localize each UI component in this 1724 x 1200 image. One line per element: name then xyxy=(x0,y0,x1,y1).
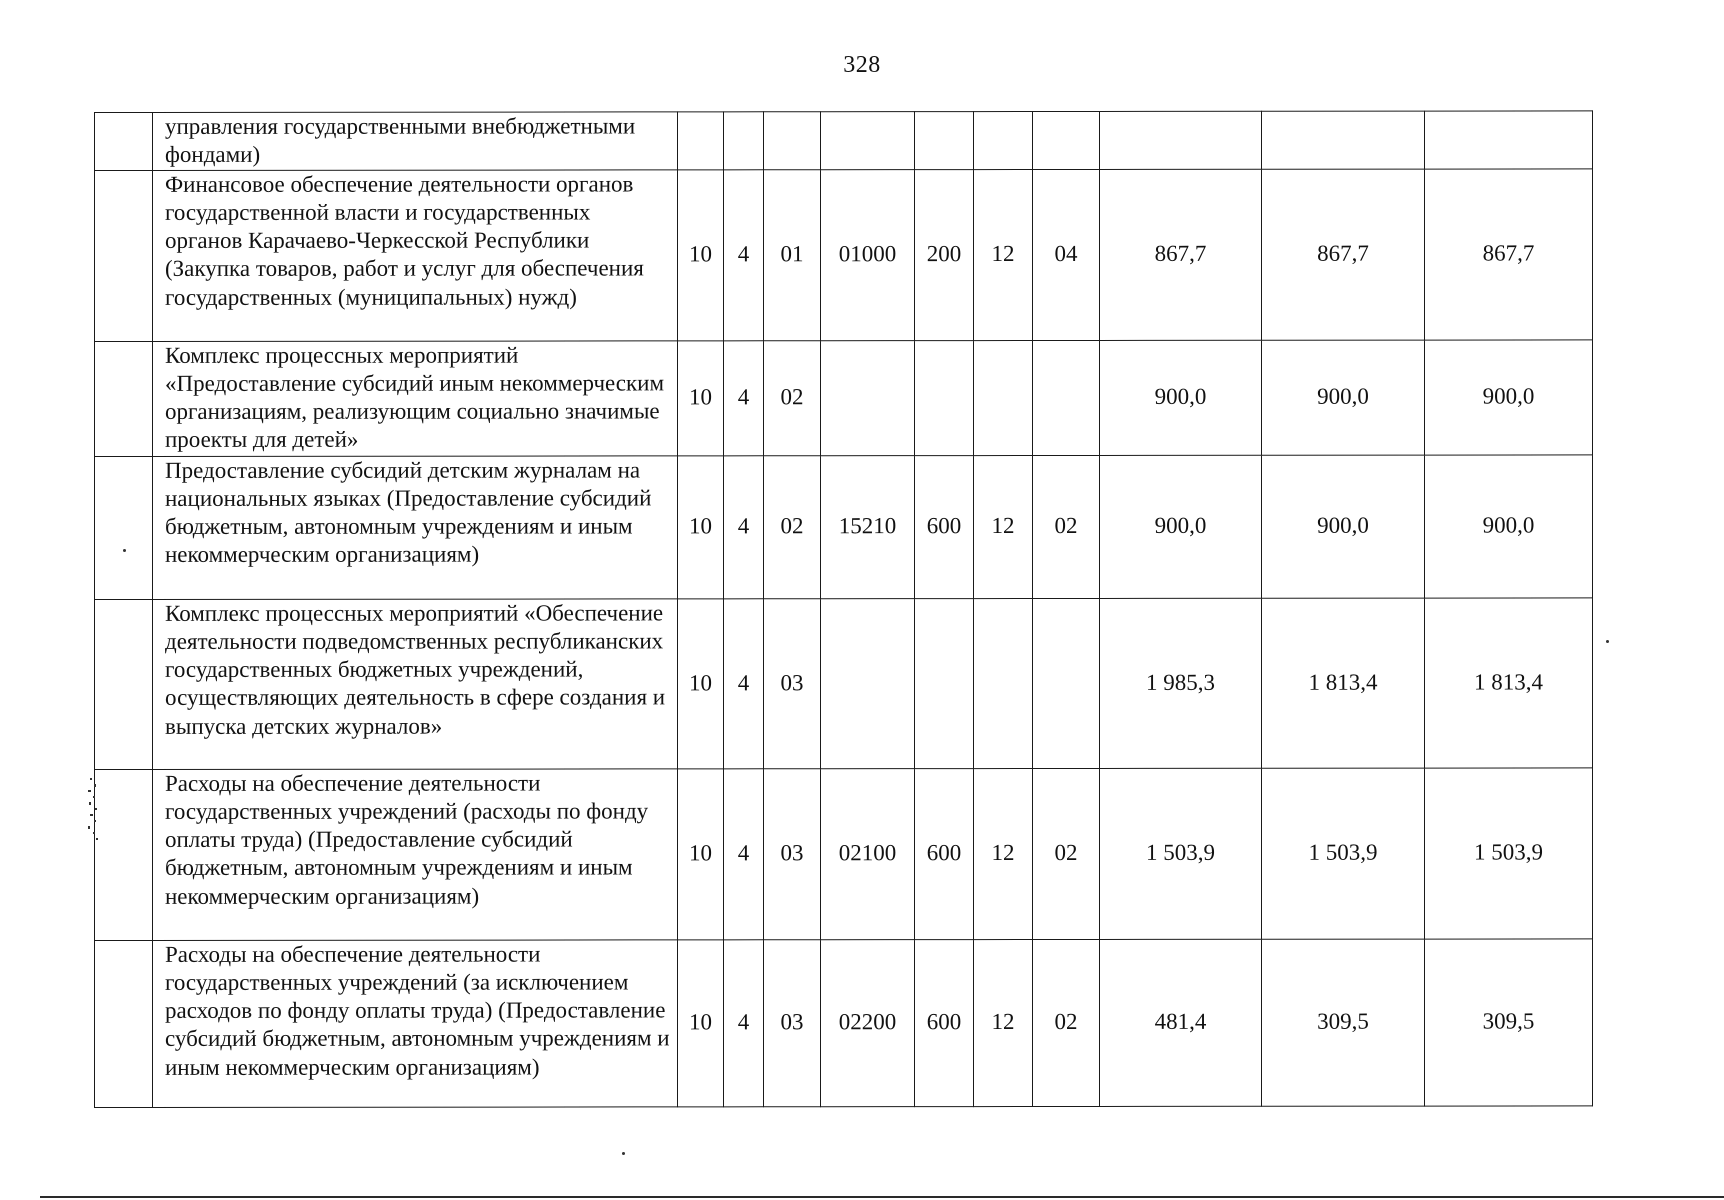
code-cell: 02 xyxy=(1033,768,1100,939)
code-cell xyxy=(1033,340,1100,455)
code-cell: 4 xyxy=(724,169,764,340)
code-cell: 02100 xyxy=(821,768,915,939)
row-name-cell: управления государственными внебюджетными фондами) xyxy=(153,112,678,170)
row-number-cell xyxy=(95,112,153,170)
row-name-cell: Расходы на обеспечение деятельности государственных учреждений (за исключением расходов по фонду оплаты труда) (Предоставление субсидий бюджетным, автономным учреждениям и иным некоммерческим организациям) xyxy=(153,939,678,1107)
code-cell xyxy=(821,598,915,768)
code-cell: 02 xyxy=(764,340,821,455)
code-cell: 03 xyxy=(764,939,821,1106)
code-cell: 03 xyxy=(764,598,821,768)
row-name-cell: Расходы на обеспечение деятельности государственных учреждений (расходы по фонду оплаты труда) (Предоставление субсидий бюджетным, автономным учреждениям и иным некоммерческим организациям) xyxy=(153,768,678,940)
code-cell: 4 xyxy=(724,455,764,598)
code-cell: 01000 xyxy=(821,169,915,340)
row-name-cell: Комплекс процессных мероприятий «Обеспечение деятельности подведомственных республиканских государственных бюджетных учреждений, осуществляющих деятельность в сфере создания и выпуска детских журналов» xyxy=(153,598,678,769)
amount-cell: 900,0 xyxy=(1262,340,1425,455)
code-cell: 600 xyxy=(915,455,974,598)
code-cell: 01 xyxy=(764,169,821,340)
table-row xyxy=(95,169,1593,342)
code-cell: 10 xyxy=(678,768,724,939)
code-cell: 02 xyxy=(1033,455,1100,598)
code-cell: 12 xyxy=(974,768,1033,939)
amount-cell: 900,0 xyxy=(1100,340,1262,455)
code-cell xyxy=(1033,598,1100,768)
code-cell: 4 xyxy=(724,768,764,939)
amount-cell: 900,0 xyxy=(1262,455,1425,598)
code-cell: 600 xyxy=(915,768,974,939)
code-cell: 4 xyxy=(724,598,764,768)
table-row xyxy=(95,111,1593,170)
row-number-cell xyxy=(95,599,153,769)
code-cell: 02200 xyxy=(821,939,915,1106)
code-cell: 600 xyxy=(915,939,974,1106)
amount-cell: 900,0 xyxy=(1425,340,1593,455)
scan-dot xyxy=(622,1152,625,1155)
code-cell: 10 xyxy=(678,598,724,768)
scan-dot xyxy=(123,549,126,552)
amount-cell: 1 503,9 xyxy=(1100,768,1262,939)
amount-cell: 309,5 xyxy=(1262,939,1425,1106)
table-row xyxy=(95,455,1593,600)
table-row xyxy=(95,939,1593,1108)
row-number-cell xyxy=(95,940,153,1107)
amount-cell xyxy=(1425,111,1593,169)
code-cell: 04 xyxy=(1033,169,1100,340)
code-cell xyxy=(764,112,821,170)
scan-dot xyxy=(1606,640,1609,643)
code-cell: 200 xyxy=(915,169,974,340)
amount-cell: 900,0 xyxy=(1425,455,1593,598)
code-cell: 4 xyxy=(724,340,764,455)
amount-cell: 309,5 xyxy=(1425,939,1593,1106)
code-cell xyxy=(915,112,974,170)
code-cell xyxy=(915,598,974,768)
row-number-cell xyxy=(95,456,153,599)
amount-cell: 1 503,9 xyxy=(1262,768,1425,939)
amount-cell xyxy=(1100,111,1262,169)
code-cell: 02 xyxy=(764,455,821,598)
page-bottom-edge xyxy=(40,1196,1724,1198)
amount-cell: 1 985,3 xyxy=(1100,598,1262,768)
code-cell: 4 xyxy=(724,939,764,1106)
row-name-cell: Финансовое обеспечение деятельности органов государственной власти и государственных органов Карачаево-Черкесской Республики (Закупка товаров, работ и услуг для обеспечения государственных (муниципальных) нужд) xyxy=(153,169,678,341)
code-cell xyxy=(821,340,915,455)
code-cell xyxy=(821,112,915,170)
amount-cell: 1 813,4 xyxy=(1262,598,1425,768)
code-cell: 12 xyxy=(974,169,1033,340)
code-cell: 12 xyxy=(974,455,1033,598)
code-cell: 10 xyxy=(678,455,724,598)
code-cell: 10 xyxy=(678,939,724,1106)
row-number-cell xyxy=(95,170,153,341)
table-row xyxy=(95,340,1593,457)
row-name-cell: Предоставление субсидий детским журналам на национальных языках (Предоставление субсидий бюджетным, автономным учреждениям и иным некоммерческим организациям) xyxy=(153,455,678,599)
code-cell: 10 xyxy=(678,340,724,455)
code-cell: 03 xyxy=(764,768,821,939)
amount-cell xyxy=(1262,111,1425,169)
table-row xyxy=(95,768,1593,941)
page-number: 328 xyxy=(843,52,881,78)
code-cell xyxy=(974,598,1033,768)
amount-cell: 867,7 xyxy=(1425,169,1593,340)
row-number-cell xyxy=(95,341,153,456)
code-cell xyxy=(974,112,1033,170)
table-row xyxy=(95,598,1593,770)
amount-cell: 481,4 xyxy=(1100,939,1262,1106)
amount-cell: 867,7 xyxy=(1262,169,1425,340)
amount-cell: 1 503,9 xyxy=(1425,768,1593,939)
scan-artifact-mark xyxy=(84,774,104,854)
code-cell xyxy=(1033,111,1100,169)
amount-cell: 900,0 xyxy=(1100,455,1262,598)
code-cell xyxy=(915,340,974,455)
code-cell: 12 xyxy=(974,939,1033,1106)
code-cell: 10 xyxy=(678,169,724,340)
code-cell xyxy=(974,340,1033,455)
amount-cell: 1 813,4 xyxy=(1425,598,1593,768)
code-cell: 15210 xyxy=(821,455,915,598)
code-cell xyxy=(724,112,764,170)
row-name-cell: Комплекс процессных мероприятий «Предоставление субсидий иным некоммерческим организациям, реализующим социально значимые проекты для детей» xyxy=(153,340,678,456)
amount-cell: 867,7 xyxy=(1100,169,1262,340)
code-cell: 02 xyxy=(1033,939,1100,1106)
budget-table xyxy=(94,110,1593,1107)
code-cell xyxy=(678,112,724,170)
